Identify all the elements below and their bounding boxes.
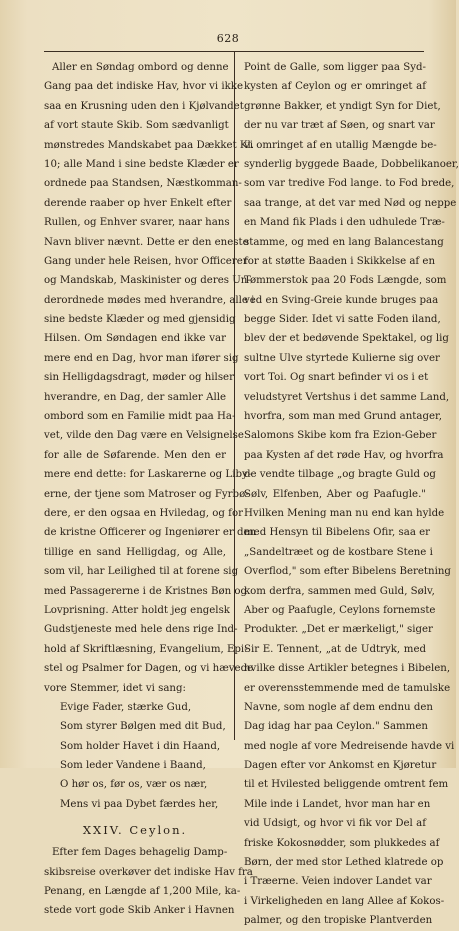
paragraph-ceylon-continued xyxy=(244,58,459,931)
text-line: stel og Psalmer for Dagen, og vi hævede xyxy=(44,663,254,675)
text-line: sine bedste Klæder og med gjensidig xyxy=(44,314,236,326)
text-line: sin Helligdagsdragt, møder og hilser xyxy=(44,372,234,384)
text-line: hvorfra, som man med Grund antager, xyxy=(244,411,442,423)
text-line: Point de Galle, som ligger paa Syd- xyxy=(244,62,426,73)
text-line: Salomons Skibe kom fra Ezion-Geber xyxy=(244,430,437,442)
text-line: Penang, en Længde af 1,200 Mile, ka- xyxy=(44,886,241,898)
text-line: Evige Fader, stærke Gud, xyxy=(60,701,192,713)
text-line: Hilsen. Om Søndagen end ikke var xyxy=(44,333,226,345)
text-line: Som leder Vandene i Baand, xyxy=(60,760,206,772)
text-line: vid Udsigt, og hvor vi fik vor Del af xyxy=(244,818,426,830)
text-line: ordnede paa Standsen, Næstkomman- xyxy=(44,178,242,190)
text-line: hold af Skriftlæsning, Evangelium, Epi- xyxy=(44,643,248,655)
text-line: „Sandeltræet og de kostbare Stene i xyxy=(244,546,433,558)
text-line: Som styrer Bølgen med dit Bud, xyxy=(60,721,226,733)
page-number: 628 xyxy=(216,32,240,45)
text-line: Rullen, og Enhver svarer, naar hans xyxy=(44,217,230,229)
text-line: kom derfra, sammen med Guld, Sølv, xyxy=(244,585,435,597)
text-line: vet, vilde den Dag være en Velsignelse xyxy=(44,430,244,442)
text-line: Som holder Havet i din Haand, xyxy=(60,740,221,752)
text-line: kysten af Ceylon og er omringet af xyxy=(244,81,426,93)
text-line: vore Stemmer, idet vi sang: xyxy=(44,682,186,694)
text-line: Navn bliver nævnt. Dette er den eneste xyxy=(44,236,249,248)
text-line: Børn, der med stor Lethed klatrede op xyxy=(244,857,444,869)
text-line: vort Toi. Og snart befinder vi os i et xyxy=(244,372,429,384)
text-line: med Passagererne i de Kristnes Bøn og xyxy=(44,585,248,597)
text-line: friske Kokosnødder, som plukkedes af xyxy=(244,837,440,849)
text-line: Mens vi paa Dybet færdes her, xyxy=(60,798,219,810)
text-line: 10; alle Mand i sine bedste Klæder er xyxy=(44,158,239,170)
text-line: i Virkeligheden en lang Allee af Kokos- xyxy=(244,895,445,907)
text-line: og Mandskab, Maskinister og deres Un- xyxy=(44,275,251,287)
text-line: Overflod," som efter Bibelens Beretning xyxy=(244,566,451,578)
text-line: Efter fem Dages behagelig Damp- xyxy=(52,847,228,859)
text-line: stede vort gode Skib Anker i Havnen xyxy=(44,905,235,917)
paragraph-ceylon-intro xyxy=(44,843,253,921)
text-line: med nogle af vore Medreisende havde vi xyxy=(244,740,455,752)
text-line: Navne, som nogle af dem endnu den xyxy=(244,701,433,713)
text-line: Tømmerstok paa 20 Fods Længde, som xyxy=(244,275,447,287)
text-line: de vendte tilbage „og bragte Guld og xyxy=(244,469,436,481)
text-line: i Træerne. Veien indover Landet var xyxy=(244,876,432,888)
text-line: palmer, og den tropiske Plantverden xyxy=(244,915,433,927)
text-line: er overensstemmende med de tamulske xyxy=(244,682,451,694)
text-line: med Hensyn til Bibelens Ofir, saa er xyxy=(244,527,431,539)
text-line: Hvilken Mening man nu end kan hylde xyxy=(244,507,445,519)
text-line: de kristne Officerer og Ingeniører er den xyxy=(44,527,257,539)
text-line: derordnede mødes med hverandre, alle i xyxy=(44,294,255,306)
text-line: Lovprisning. Atter holdt jeg engelsk xyxy=(44,604,230,616)
text-line: mere end en Dag, hvor man ifører sig xyxy=(44,352,239,364)
text-line: Gudstjeneste med hele dens rige Ind- xyxy=(44,624,238,636)
text-line: Dagen efter vor Ankomst en Kjøretur xyxy=(244,760,437,772)
text-line: ved en Sving-Greie kunde bruges paa xyxy=(244,294,439,306)
text-line: begge Sider. Idet vi satte Foden iland, xyxy=(244,314,441,326)
text-line: Mile inde i Landet, hvor man har en xyxy=(244,798,431,810)
text-line: Sølv, Elfenben, Aber og Paafugle." xyxy=(244,488,426,500)
text-line: der nu var træt af Søen, og snart var xyxy=(244,120,435,132)
text-line: en Mand fik Plads i den udhulede Træ- xyxy=(244,217,445,229)
text-line: Produkter. „Det er mærkeligt," siger xyxy=(244,624,433,636)
text-line: paa Kysten af det røde Hav, og hvorfra xyxy=(244,449,444,461)
text-line: Aber og Paafugle, Ceylons fornemste xyxy=(244,604,436,616)
text-line: saa en Krusning uden den i Kjølvandet xyxy=(44,100,244,112)
text-line: sultne Ulve styrtede Kulierne sig over xyxy=(244,352,440,364)
text-line: grønne Bakker, et yndigt Syn for Diet, xyxy=(244,100,441,112)
text-line: O hør os, før os, vær os nær, xyxy=(60,779,208,791)
text-line: for at støtte Baaden i Skikkelse af en xyxy=(244,255,436,267)
left-column xyxy=(44,58,257,921)
text-line: derende raaber op hver Enkelt efter xyxy=(44,197,232,209)
text-line: stamme, og med en lang Balancestang xyxy=(244,236,444,248)
text-line: Sir E. Tennent, „at de Udtryk, med xyxy=(244,643,426,655)
text-line: mønstredes Mandskabet paa Dækket Kl. xyxy=(44,139,255,151)
text-line: af vort staute Skib. Som sædvanligt xyxy=(44,120,229,132)
text-line: hverandre, en Dag, der samler Alle xyxy=(44,391,226,403)
text-line: tillige en sand Helligdag, og Alle, xyxy=(44,546,226,558)
text-line: vi omringet af en utallig Mængde be- xyxy=(244,139,437,151)
text-line: til et Hvilested beliggende omtrent fem xyxy=(244,779,449,791)
text-line: Gang under hele Reisen, hvor Officerer xyxy=(44,255,248,267)
hymn-verse xyxy=(44,698,226,814)
column-divider xyxy=(234,52,235,740)
text-line: erne, der tjene som Matroser og Fyrbø- xyxy=(44,488,249,500)
text-line: saa trange, at det var med Nød og neppe xyxy=(244,197,457,209)
paragraph-sunday-service xyxy=(44,58,257,698)
text-line: blev der et bedøvende Spektakel, og lig xyxy=(244,333,449,345)
text-line: ombord som en Familie midt paa Ha- xyxy=(44,411,236,423)
text-line: hvilke disse Artikler betegnes i Bibelen, xyxy=(244,663,451,675)
text-line: skibsreise overkøver det indiske Hav fra xyxy=(44,866,253,878)
text-line: mere end dette: for Laskarerne og Liby- xyxy=(44,469,252,481)
text-line: som var tredive Fod lange. to Fod brede, xyxy=(244,178,455,190)
text-line: Aller en Søndag ombord og denne xyxy=(52,62,229,73)
right-column xyxy=(244,58,459,931)
text-line: synderlig byggede Baade, Dobbelikanoer, xyxy=(244,158,459,170)
text-line: veludstyret Vertshus i det samme Land, xyxy=(244,391,450,403)
text-line: som vil, har Leilighed til at forene sig xyxy=(44,566,239,578)
text-line: dere, er den ogsaa en Hviledag, og for xyxy=(44,507,243,519)
text-line: Dag idag har paa Ceylon." Sammen xyxy=(244,721,428,733)
text-line: Gang paa det indiske Hav, hvor vi ikke xyxy=(44,81,244,93)
text-line: for alle de Søfarende. Men den er xyxy=(44,449,226,461)
section-heading: XXIV. Ceylon. xyxy=(82,823,188,838)
